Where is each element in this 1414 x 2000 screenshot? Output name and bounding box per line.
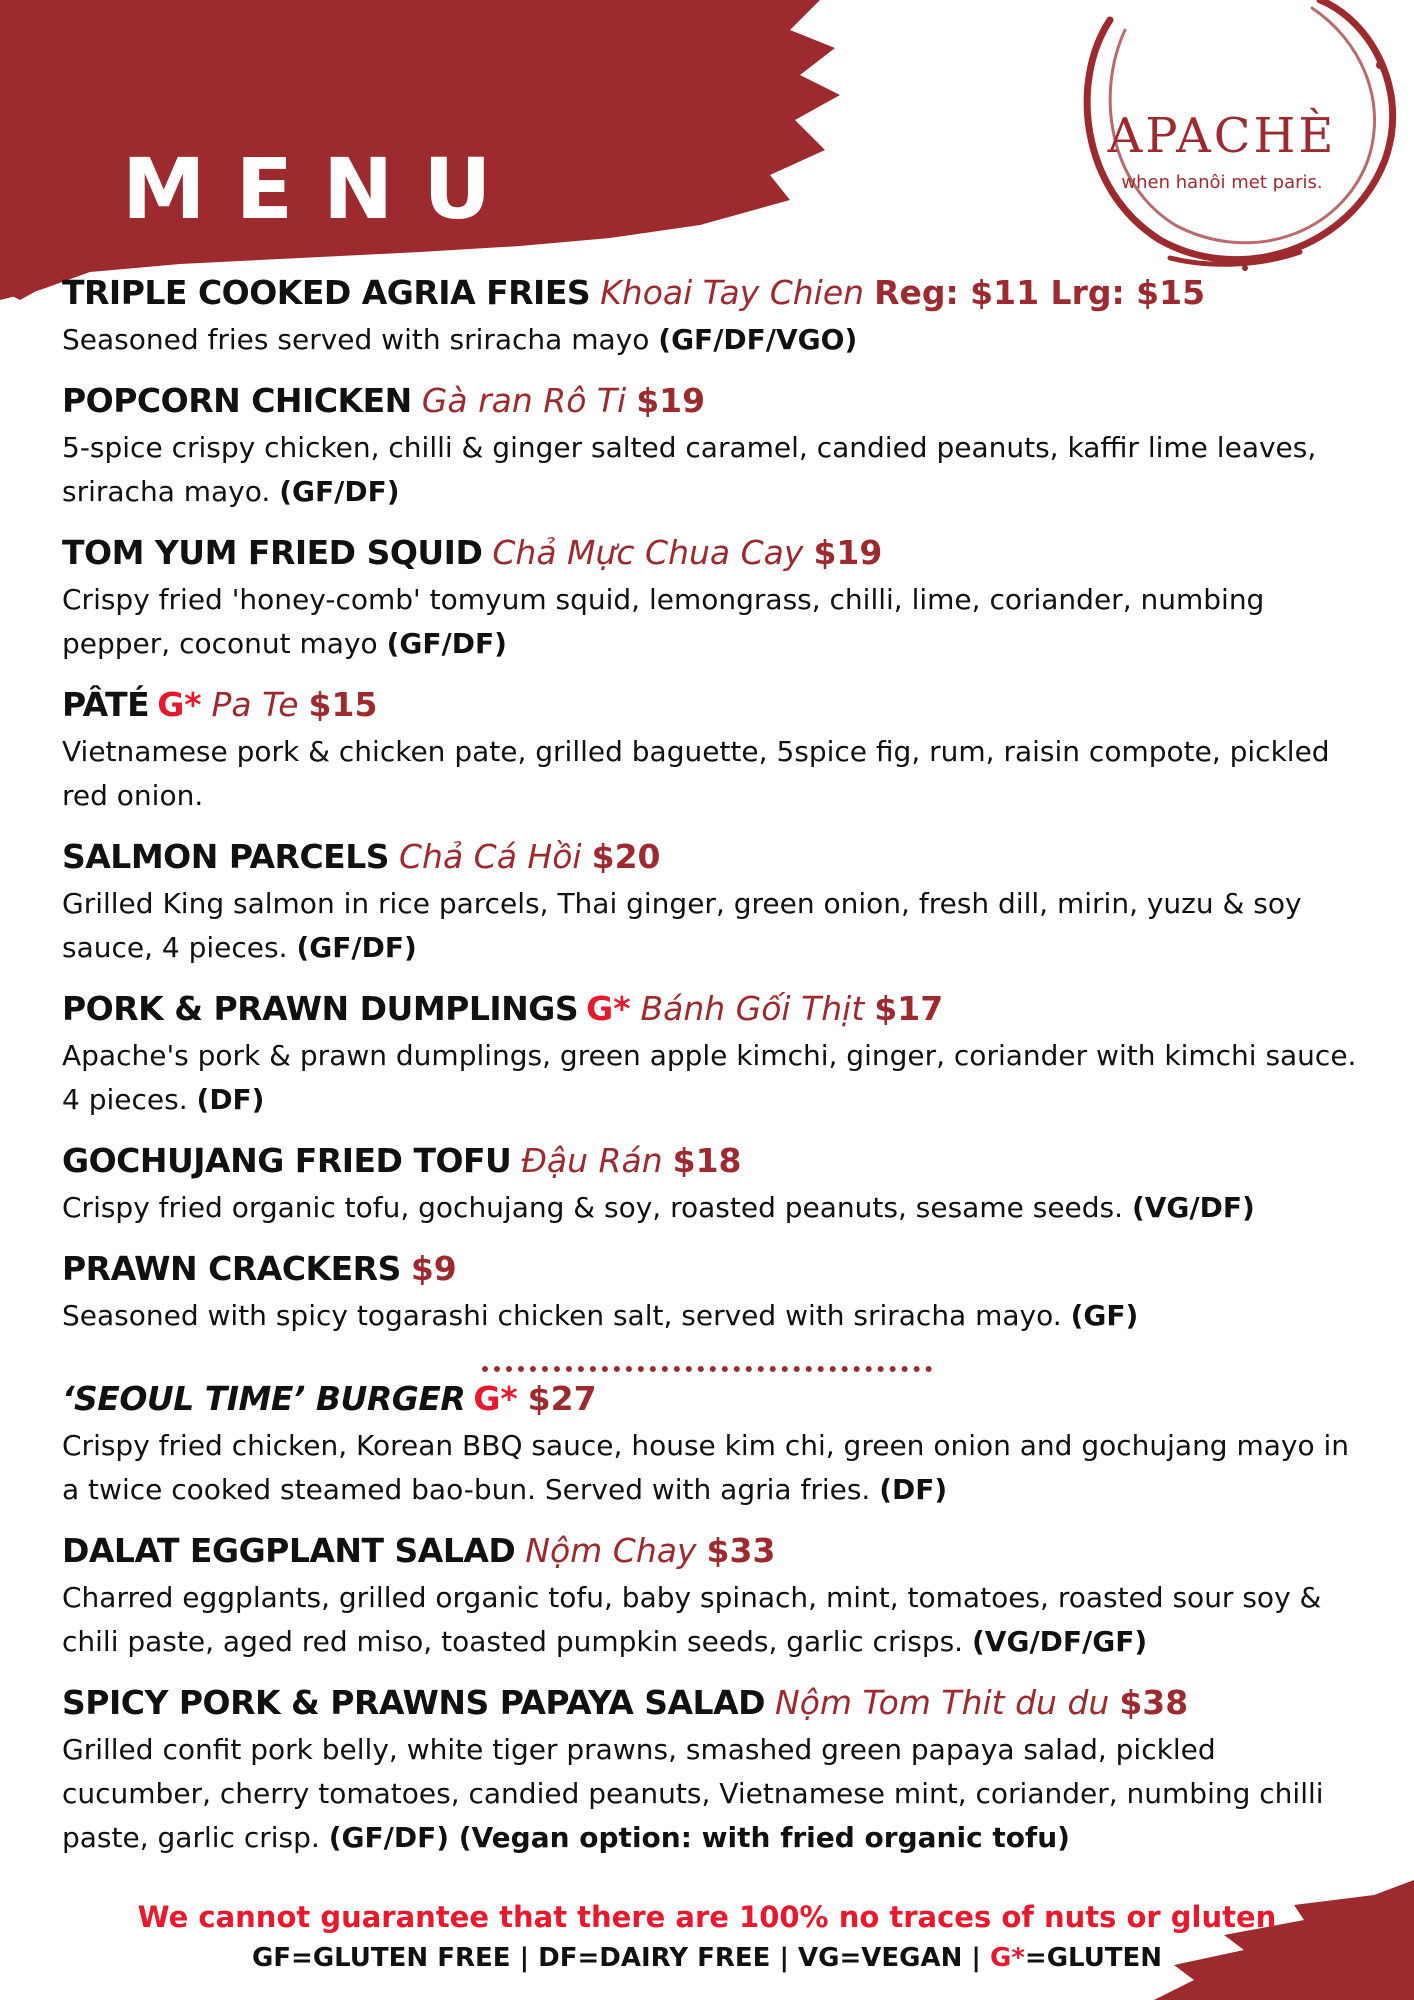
gluten-badge: G* [157,685,202,724]
menu-item-prawn-crackers [62,1244,1362,1338]
item-tags: (GF/DF) [386,627,507,660]
item-name: GOCHUJANG FRIED TOFU [62,1141,512,1180]
item-price: $33 [706,1531,776,1570]
item-name: TRIPLE COOKED AGRIA FRIES [62,273,591,312]
item-viet-name: Gà ran Rô Ti [421,381,627,420]
item-price: Reg: $11 Lrg: $15 [874,273,1206,312]
item-viet-name: Pa Te [211,685,299,724]
item-tags: (DF) [196,1083,265,1116]
item-viet-name: Bánh Gối Thịt [640,989,865,1028]
item-desc: Charred eggplants, grilled organic tofu, baby spinach, mint, tomatoes, roasted sour soy & chili paste, aged red miso, toasted pumpkin seeds, garlic crisps. [62,1581,1322,1658]
item-desc: Grilled confit pork belly, white tiger prawns, smashed green papaya salad, pickled cucumber, cherry tomatoes, candied peanuts, Vietnamese mint, coriander, numbing chilli paste, garlic crisp. [62,1733,1324,1854]
item-desc: Vietnamese pork & chicken pate, grilled baguette, 5spice fig, rum, raisin compote, pickled red onion. [62,735,1330,812]
item-name: SPICY PORK & PRAWNS PAPAYA SALAD [62,1683,766,1722]
item-price: $9 [410,1249,457,1288]
item-desc: Grilled King salmon in rice parcels, Thai ginger, green onion, fresh dill, mirin, yuzu & soy sauce, 4 pieces. [62,887,1302,964]
dotted-divider [482,1352,932,1372]
item-price: $15 [308,685,378,724]
item-price: $20 [591,837,661,876]
logo-tagline: when hanôi met paris. [1121,172,1323,193]
item-viet-name: Khoai Tay Chien [600,273,865,312]
brush-stroke-footer [1154,1880,1414,2000]
item-viet-name: Nộm Chay [525,1531,697,1570]
item-desc: Crispy fried chicken, Korean BBQ sauce, house kim chi, green onion and gochujang mayo in a twice cooked steamed bao-bun. Served with agria fries. [62,1429,1350,1506]
item-price: $19 [813,533,883,572]
allergen-warning: We cannot guarantee that there are 100% no traces of nuts or gluten [137,1900,1277,1934]
item-name: PRAWN CRACKERS [62,1249,401,1288]
item-desc: Apache's pork & prawn dumplings, green apple kimchi, ginger, coriander with kimchi sauce. 4 pieces. [62,1039,1357,1116]
dietary-legend [0,1943,1414,1973]
item-viet-name: Chả Mực Chua Cay [492,533,804,572]
item-desc: Seasoned with spicy togarashi chicken salt, served with sriracha mayo. [62,1299,1062,1332]
item-viet-name: Nộm Tom Thit du du [775,1683,1110,1722]
legend-suffix: =GLUTEN [1024,1943,1163,1973]
menu-item-popcorn-chicken [62,376,1362,514]
item-tags: (DF) [879,1473,948,1506]
item-name: POPCORN CHICKEN [62,381,412,420]
menu-item-dumplings [62,984,1362,1122]
item-tags: (GF/DF) [279,475,400,508]
item-tags: (GF) [1070,1299,1139,1332]
gluten-badge: G* [586,989,631,1028]
menu-item-pate [62,680,1362,818]
item-viet-name: Đậu Rán [521,1141,663,1180]
item-name: DALAT EGGPLANT SALAD [62,1531,516,1570]
item-price: $19 [636,381,706,420]
menu-item-eggplant-salad [62,1526,1362,1664]
item-tags: (GF/DF/VGO) [658,323,858,356]
menu-items [62,268,1362,1874]
menu-item-papaya-salad [62,1678,1362,1860]
item-name: ‘SEOUL TIME’ BURGER [62,1379,466,1418]
menu-item-burger [62,1374,1362,1512]
gluten-badge: G* [473,1379,518,1418]
item-price: $17 [874,989,944,1028]
item-price: $27 [527,1379,597,1418]
menu-item-fries [62,268,1362,362]
item-name: TOM YUM FRIED SQUID [62,533,483,572]
item-desc: Crispy fried organic tofu, gochujang & soy, roasted peanuts, sesame seeds. [62,1191,1124,1224]
item-desc: 5-spice crispy chicken, chilli & ginger salted caramel, candied peanuts, kaffir lime leaves, sriracha mayo. [62,431,1317,508]
item-name: SALMON PARCELS [62,837,389,876]
page-title: MENU [122,140,522,238]
item-desc: Crispy fried 'honey-comb' tomyum squid, lemongrass, chilli, lime, coriander, numbing pepper, coconut mayo [62,583,1265,660]
legend-prefix: GF=GLUTEN FREE | DF=DAIRY FREE | VG=VEGAN | [251,1943,981,1973]
item-name: PORK & PRAWN DUMPLINGS [62,989,579,1028]
item-price: $18 [672,1141,742,1180]
menu-item-salmon [62,832,1362,970]
menu-item-tofu [62,1136,1362,1230]
item-name: PÂTÉ [62,685,150,724]
item-tags: (GF/DF) [296,931,417,964]
item-price: $38 [1119,1683,1189,1722]
legend-gluten-mark: G* [989,1943,1025,1973]
item-desc: Seasoned fries served with sriracha mayo [62,323,650,356]
logo-name: APACHÈ [1107,108,1337,164]
item-tags: (GF/DF) (Vegan option: with fried organic tofu) [328,1821,1070,1854]
item-viet-name: Chả Cá Hồi [399,837,582,876]
menu-item-squid [62,528,1362,666]
item-tags: (VG/DF/GF) [972,1625,1148,1658]
item-tags: (VG/DF) [1131,1191,1255,1224]
